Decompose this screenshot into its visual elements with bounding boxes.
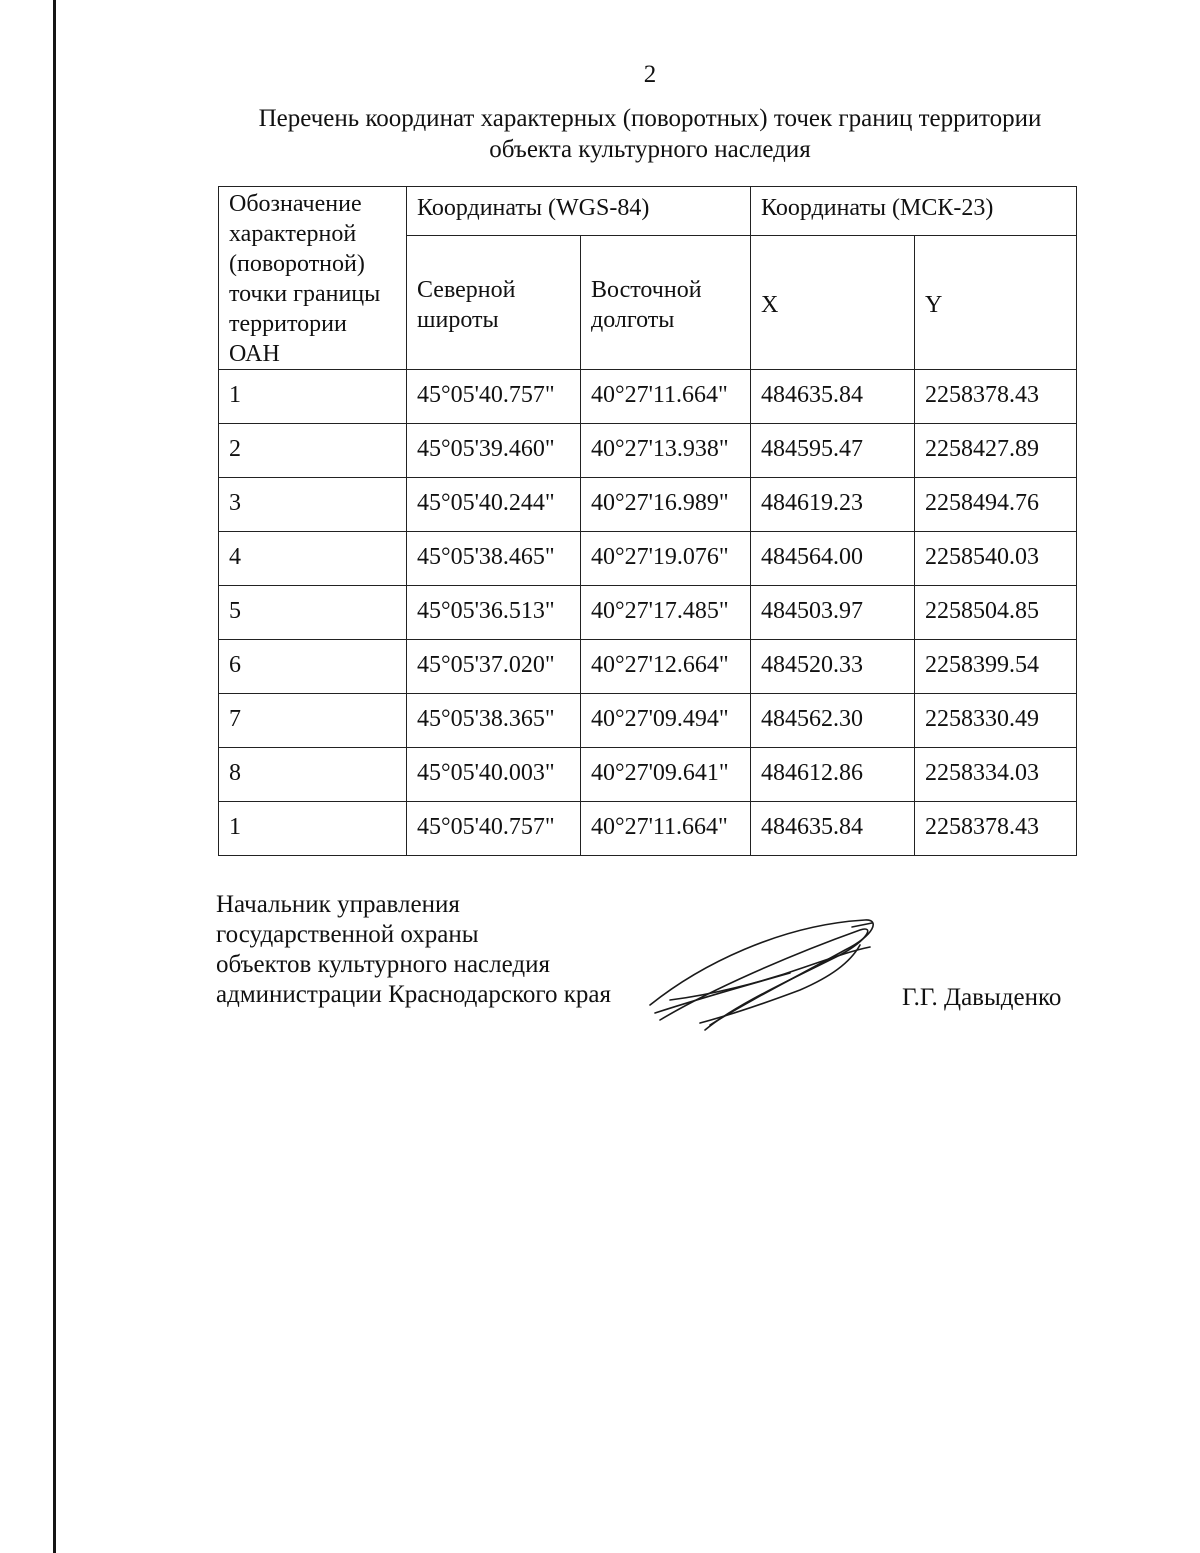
table-header-row-1 [219,187,1077,236]
x-cell: 484562.30 [751,694,915,748]
y-cell: 2258378.43 [915,802,1077,856]
longitude-cell: 40°27'09.641" [581,748,751,802]
y-cell: 2258540.03 [915,532,1077,586]
y-cell: 2258330.49 [915,694,1077,748]
point-cell: 8 [219,748,407,802]
position-line-1: Начальник управления [216,891,460,918]
x-cell: 484595.47 [751,424,915,478]
header-x: X [751,236,915,370]
y-cell: 2258334.03 [915,748,1077,802]
table-row [219,802,1077,856]
longitude-cell: 40°27'17.485" [581,586,751,640]
table-row [219,532,1077,586]
longitude-cell: 40°27'12.664" [581,640,751,694]
x-cell: 484612.86 [751,748,915,802]
table-row [219,424,1077,478]
x-cell: 484635.84 [751,370,915,424]
longitude-cell: 40°27'11.664" [581,370,751,424]
point-cell: 1 [219,370,407,424]
header-designation: Обозначение характерной (поворотной) точки границы территории ОАН [219,187,407,370]
signature-position [216,890,611,1010]
point-cell: 4 [219,532,407,586]
latitude-cell: 45°05'40.757" [407,802,581,856]
latitude-cell: 45°05'38.365" [407,694,581,748]
table-body [219,370,1077,856]
latitude-cell: 45°05'38.465" [407,532,581,586]
y-cell: 2258378.43 [915,370,1077,424]
latitude-cell: 45°05'37.020" [407,640,581,694]
scan-edge-line [53,0,56,1553]
latitude-cell: 45°05'36.513" [407,586,581,640]
point-cell: 6 [219,640,407,694]
y-cell: 2258494.76 [915,478,1077,532]
header-north-latitude: Северной широты [407,236,581,370]
point-cell: 1 [219,802,407,856]
point-cell: 5 [219,586,407,640]
signer-name: Г.Г. Давыденко [902,984,1062,1011]
header-east-longitude: Восточной долготы [581,236,751,370]
latitude-cell: 45°05'40.244" [407,478,581,532]
header-y: Y [915,236,1077,370]
document-title [200,103,1100,165]
longitude-cell: 40°27'19.076" [581,532,751,586]
header-wgs84: Координаты (WGS-84) [407,187,751,236]
table-row [219,370,1077,424]
table-row [219,748,1077,802]
coordinates-table [218,186,1077,856]
table-row [219,640,1077,694]
latitude-cell: 45°05'40.757" [407,370,581,424]
x-cell: 484503.97 [751,586,915,640]
table-row [219,478,1077,532]
document-title-line-2: объекта культурного наследия [489,136,811,163]
point-cell: 7 [219,694,407,748]
latitude-cell: 45°05'39.460" [407,424,581,478]
x-cell: 484564.00 [751,532,915,586]
longitude-cell: 40°27'16.989" [581,478,751,532]
x-cell: 484619.23 [751,478,915,532]
header-msk23: Координаты (МСК-23) [751,187,1077,236]
y-cell: 2258399.54 [915,640,1077,694]
longitude-cell: 40°27'11.664" [581,802,751,856]
longitude-cell: 40°27'13.938" [581,424,751,478]
table-row [219,694,1077,748]
position-line-4: администрации Краснодарского края [216,981,612,1008]
latitude-cell: 45°05'40.003" [407,748,581,802]
x-cell: 484520.33 [751,640,915,694]
y-cell: 2258504.85 [915,586,1077,640]
point-cell: 3 [219,478,407,532]
x-cell: 484635.84 [751,802,915,856]
y-cell: 2258427.89 [915,424,1077,478]
point-cell: 2 [219,424,407,478]
page-number: 2 [643,61,657,88]
position-line-2: государственной охраны [216,921,479,948]
position-line-3: объектов культурного наследия [216,951,550,978]
document-title-line-1: Перечень координат характерных (поворотных) точек границ территории [258,105,1042,132]
handwritten-signature-icon [640,905,880,1035]
longitude-cell: 40°27'09.494" [581,694,751,748]
table-row [219,586,1077,640]
